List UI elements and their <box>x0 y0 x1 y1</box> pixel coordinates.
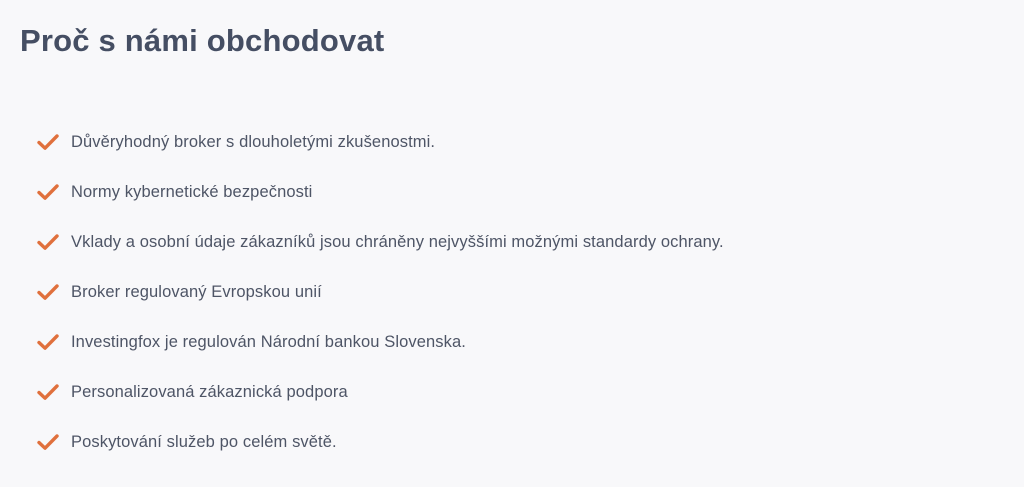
list-item <box>37 430 1004 454</box>
benefit-label: Personalizovaná zákaznická podpora <box>71 382 348 401</box>
list-item <box>37 380 1004 404</box>
benefit-label: Broker regulovaný Evropskou unií <box>71 282 322 301</box>
list-item <box>37 130 1004 154</box>
benefit-label: Investingfox je regulován Národní bankou Slovenska. <box>71 332 466 351</box>
check-icon <box>37 134 59 150</box>
benefit-label: Vklady a osobní údaje zákazníků jsou chráněny nejvyššími možnými standardy ochrany. <box>71 232 724 251</box>
check-icon <box>37 434 59 450</box>
benefits-list <box>20 61 1004 454</box>
check-icon <box>37 284 59 300</box>
list-item <box>37 330 1004 354</box>
page-title: Proč s námi obchodovat <box>20 23 385 58</box>
check-icon <box>37 334 59 350</box>
benefit-label: Normy kybernetické bezpečnosti <box>71 182 313 201</box>
check-icon <box>37 184 59 200</box>
list-item <box>37 180 1004 204</box>
benefit-label: Poskytování služeb po celém světě. <box>71 432 337 451</box>
list-item <box>37 230 1004 254</box>
benefit-label: Důvěryhodný broker s dlouholetými zkušenostmi. <box>71 132 436 151</box>
list-item <box>37 280 1004 304</box>
check-icon <box>37 234 59 250</box>
check-icon <box>37 384 59 400</box>
